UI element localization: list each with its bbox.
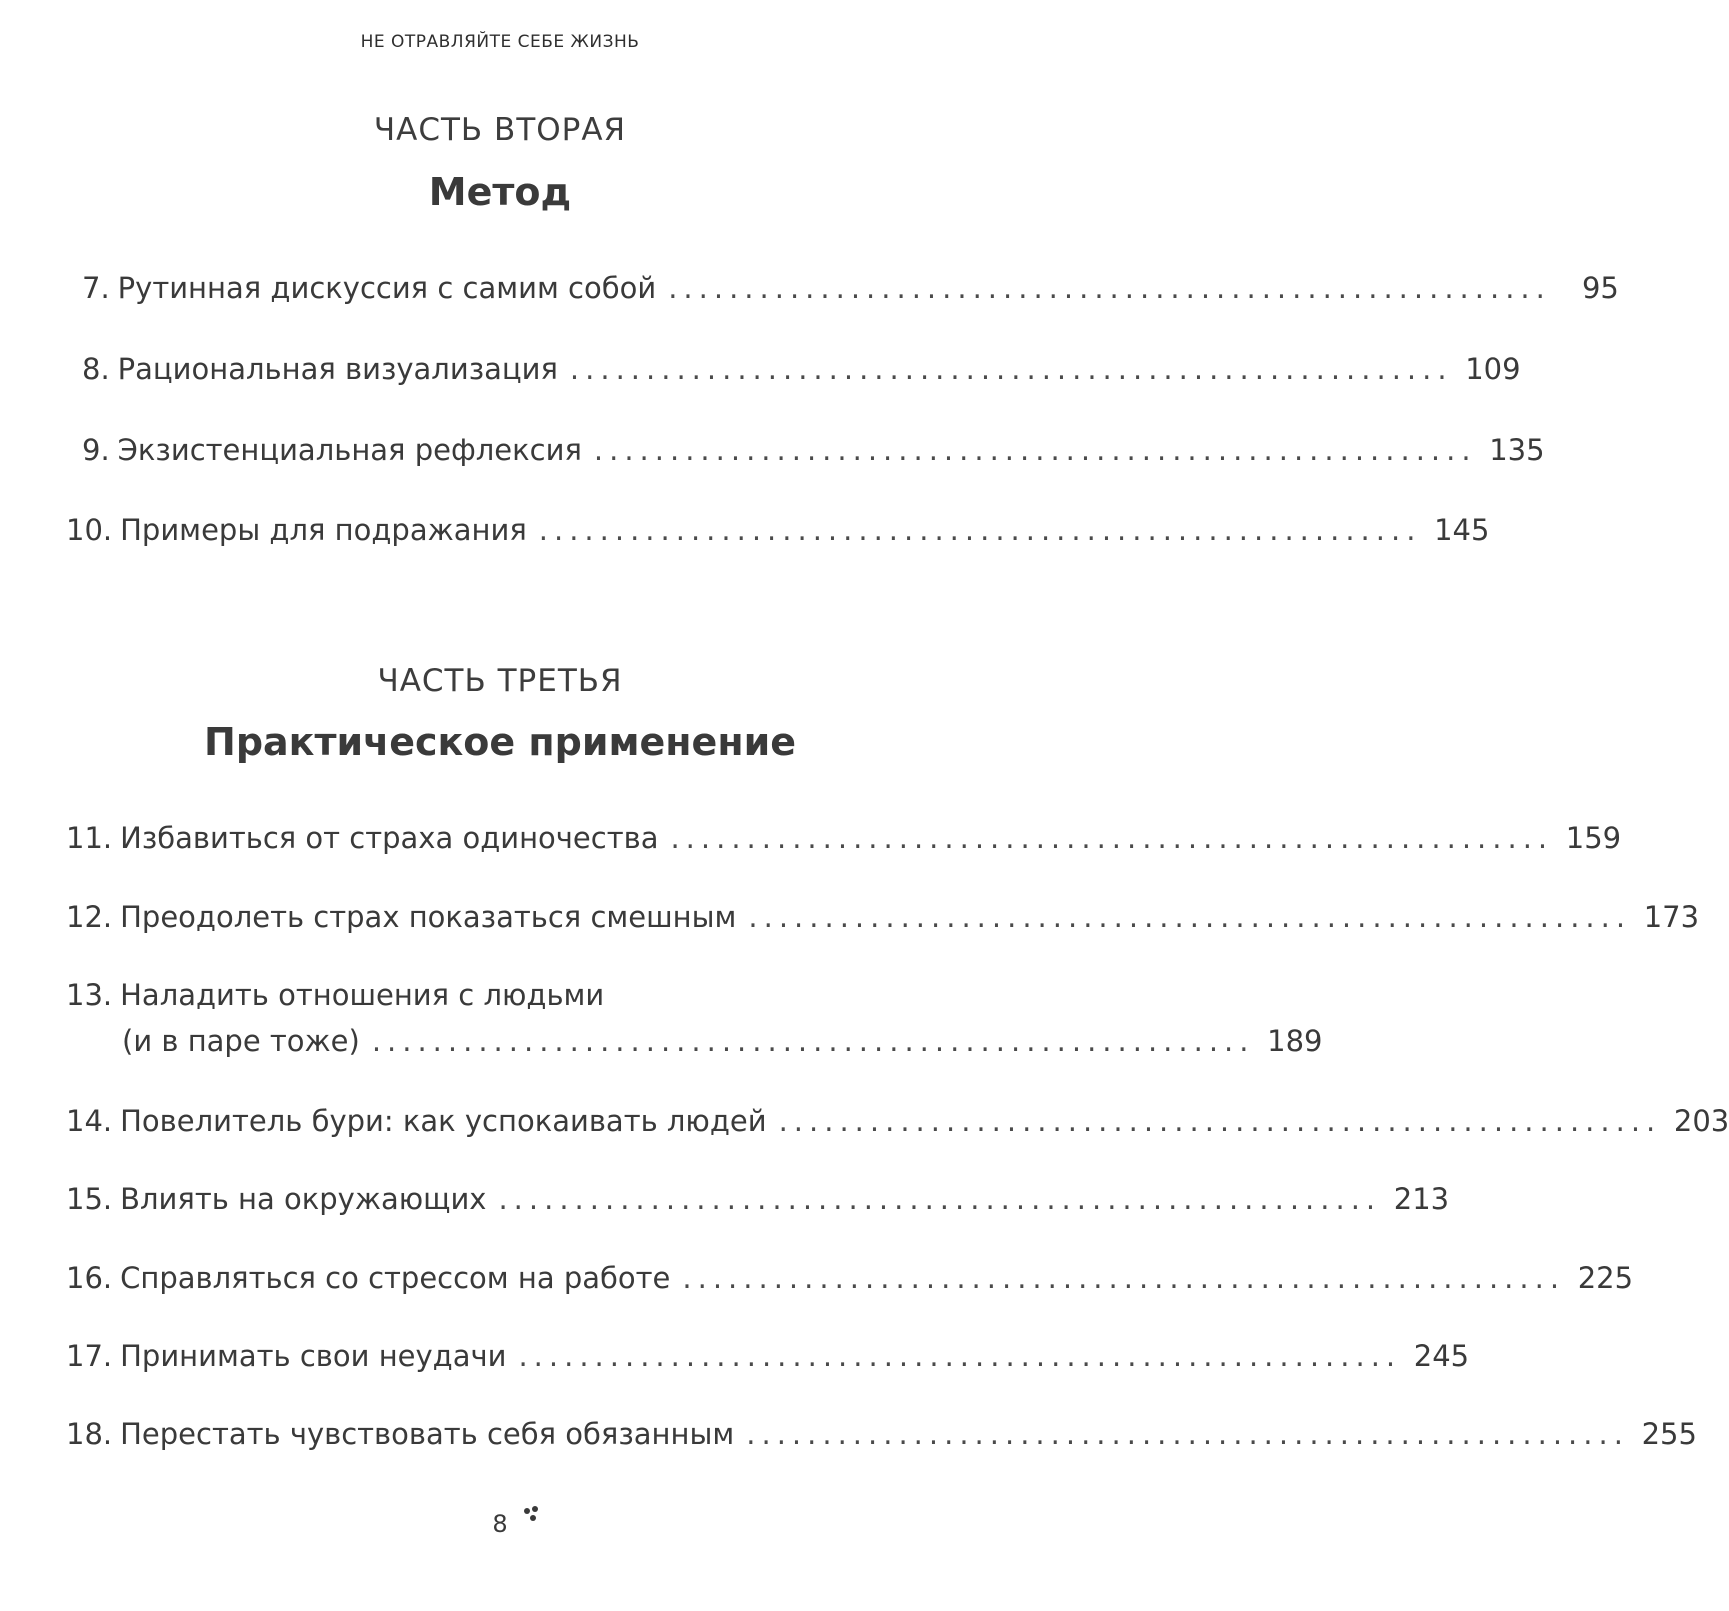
toc-entry-page: 245 [1413,1339,1470,1373]
toc-entry-12[interactable] [66,897,1700,937]
toc-entry-16[interactable] [66,1258,1634,1298]
toc-entry-page: 159 [1565,821,1622,855]
toc-entry-17[interactable] [66,1336,1470,1376]
part2-title: Метод [428,170,572,214]
part3-title: Практическое применение [204,720,796,764]
toc-entry-title: Влиять на окружающих [120,1182,487,1216]
toc-entry-number: 7. [82,271,110,305]
toc-entry-page: 203 [1673,1104,1729,1138]
part3-label: ЧАСТЬ ТРЕТЬЯ [377,663,623,699]
toc-entry-number: 9. [82,433,110,467]
toc-entry-9[interactable] [66,430,1545,470]
leader-dots: .......................................................... [498,1182,1382,1216]
toc-entry-page: 189 [1267,1024,1323,1058]
toc-entry-title: Избавиться от страха одиночества [120,821,659,855]
page-number: 8 [492,1510,508,1538]
toc-entry-number: 11. [66,821,113,855]
leader-dots: .......................................................... [371,1024,1255,1058]
leader-dots: .......................................................... [746,1417,1629,1451]
toc-entry-13[interactable] [66,975,1323,1065]
toc-entry-number: 16. [66,1261,113,1295]
toc-entry-title: Перестать чувствовать себя обязанным [120,1417,735,1451]
leader-dots: .......................................................... [569,352,1453,386]
leader-dots: .......................................................... [518,1339,1402,1373]
toc-entry-title-continued: (и в паре тоже) [122,1024,360,1058]
part2-label: ЧАСТЬ ВТОРАЯ [373,112,627,148]
toc-entry-page: 135 [1489,433,1545,467]
toc-entry-page: 255 [1641,1417,1697,1451]
leader-dots: .......................................................... [668,271,1551,305]
toc-entry-title: Наладить отношения с людьми [120,978,605,1012]
toc-entry-number: 14. [66,1104,113,1138]
toc-entry-number: 17. [66,1339,113,1373]
toc-entry-number: 13. [66,978,113,1012]
toc-entry-title: Рутинная дискуссия с самим собой [117,271,657,305]
leader-dots: .......................................................... [670,821,1554,855]
toc-entry-page: 213 [1393,1182,1450,1216]
toc-entry-number: 15. [66,1182,113,1216]
leader-dots: .......................................................... [538,513,1422,547]
toc-entry-18[interactable] [66,1414,1697,1454]
leader-dots: .......................................................... [748,900,1632,934]
toc-entry-page: 109 [1465,352,1521,386]
toc-entry-page: 95 [1581,271,1619,305]
toc-entry-number: 18. [66,1417,113,1451]
toc-entry-15[interactable] [66,1179,1450,1219]
running-head: НЕ ОТРАВЛЯЙТЕ СЕБЕ ЖИЗНЬ [360,32,640,52]
toc-entry-page: 145 [1434,513,1490,547]
toc-entry-title: Рациональная визуализация [117,352,558,386]
toc-entry-title: Справляться со стрессом на работе [120,1261,671,1295]
leader-dots: .......................................................... [593,433,1477,467]
toc-entry-14[interactable] [66,1101,1729,1141]
toc-entry-title: Повелитель бури: как успокаивать людей [120,1104,767,1138]
toc-entry-page: 173 [1643,900,1700,934]
three-dots-ornament-icon [522,1505,546,1529]
leader-dots: .......................................................... [682,1261,1566,1295]
toc-entry-title: Преодолеть страх показаться смешным [120,900,737,934]
toc-entry-title: Принимать свои неудачи [120,1339,507,1373]
toc-entry-title: Экзистенциальная рефлексия [117,433,582,467]
toc-entry-number: 12. [66,900,113,934]
leader-dots: .......................................................... [778,1104,1662,1138]
toc-entry-page: 225 [1577,1261,1634,1295]
toc-entry-11[interactable] [66,818,1622,858]
toc-entry-title: Примеры для подражания [120,513,527,547]
toc-entry-number: 8. [82,352,110,386]
toc-entry-10[interactable] [66,510,1490,550]
toc-entry-7[interactable] [66,268,1619,308]
toc-entry-8[interactable] [66,349,1521,389]
toc-entry-number: 10. [66,513,113,547]
